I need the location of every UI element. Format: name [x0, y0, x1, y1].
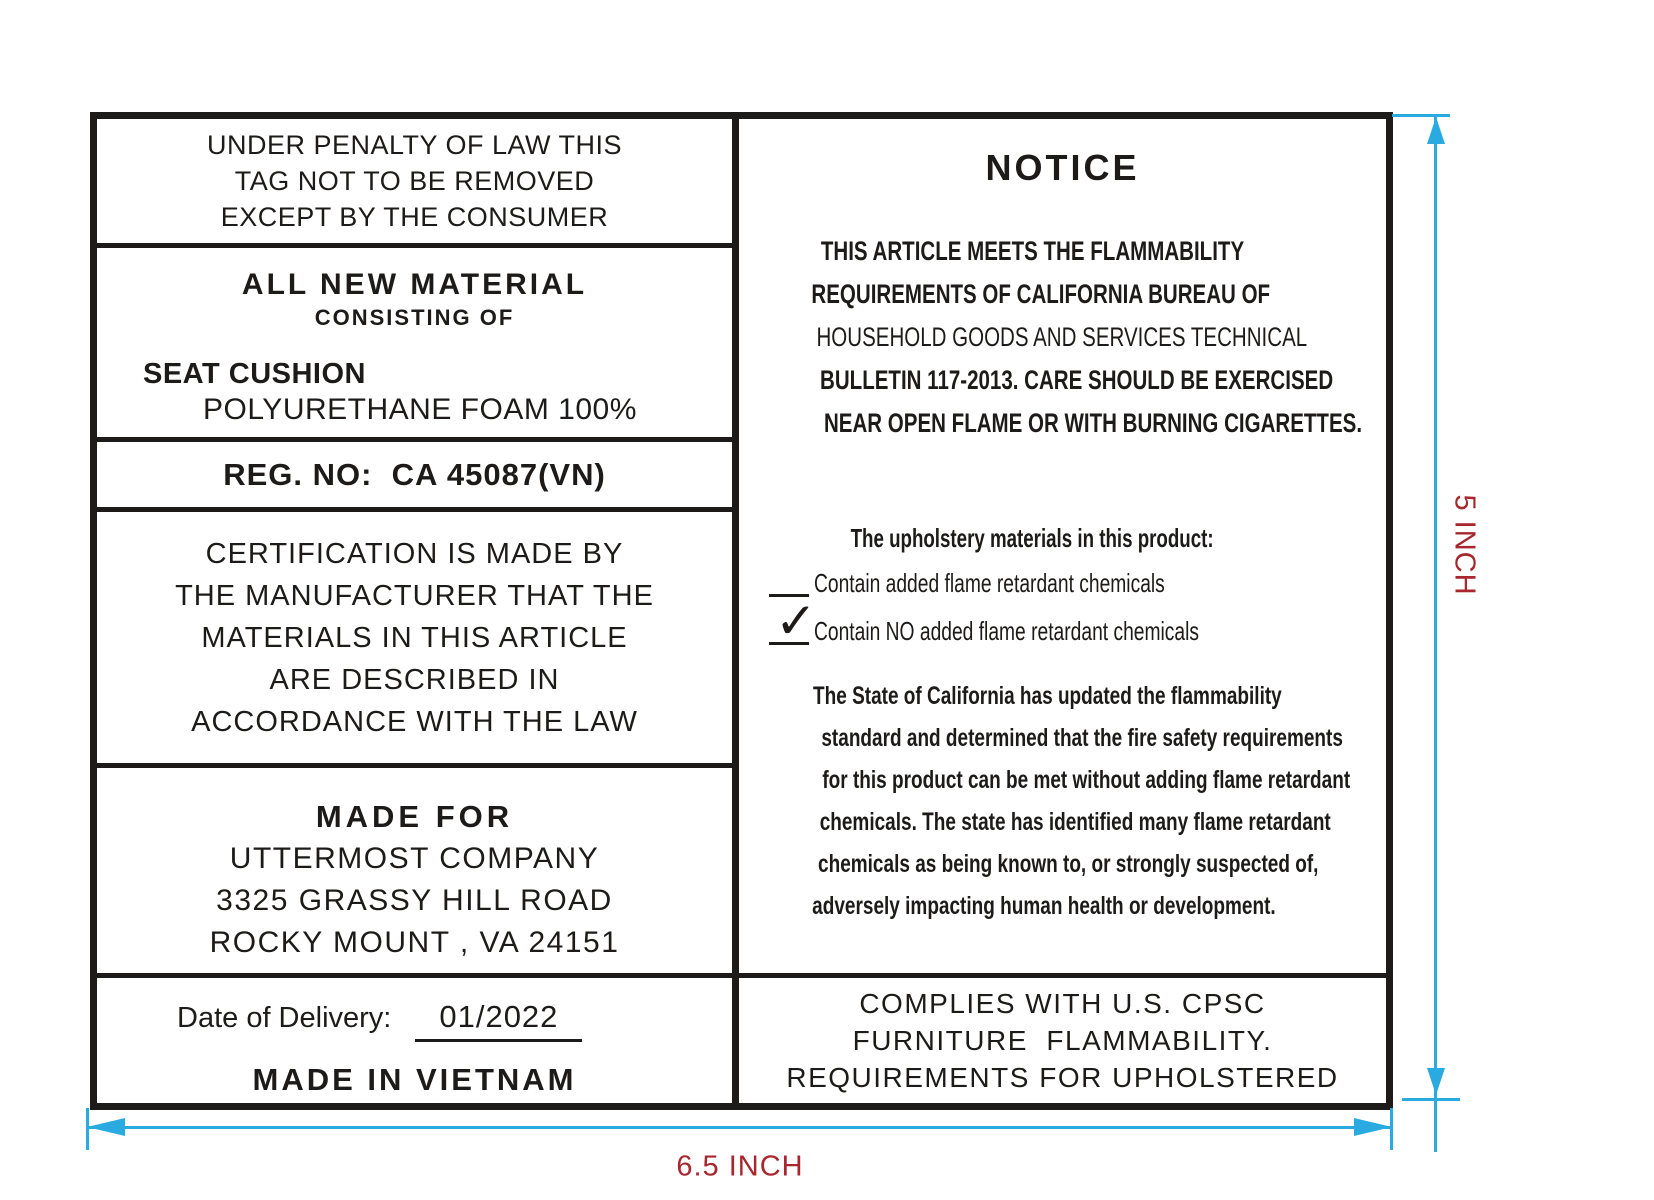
- column-divider: [732, 119, 739, 1103]
- state-paragraph: [739, 675, 1386, 927]
- certification-line: MATERIALS IN THIS ARTICLE: [201, 621, 628, 654]
- flammability-line: REQUIREMENTS OF CALIFORNIA BUREAU OF: [811, 279, 1271, 309]
- delivery-date-label: Date of Delivery:: [177, 1002, 392, 1034]
- material-composition: POLYURETHANE FOAM 100%: [203, 393, 637, 426]
- certification-line: CERTIFICATION IS MADE BY: [205, 537, 624, 570]
- registration-number: REG. NO: CA 45087(VN): [223, 456, 606, 492]
- penalty-section: [97, 119, 732, 243]
- arrow-up-icon: [1427, 117, 1445, 144]
- notice-title: NOTICE: [985, 147, 1140, 188]
- flammability-paragraph: [739, 230, 1386, 445]
- certification-line: THE MANUFACTURER THAT THE: [175, 579, 654, 612]
- dimension-tick: [1402, 1098, 1460, 1101]
- arrow-down-icon: [1427, 1068, 1445, 1095]
- delivery-date-value: 01/2022: [415, 997, 582, 1042]
- flammability-line: HOUSEHOLD GOODS AND SERVICES TECHNICAL: [816, 322, 1308, 352]
- material-item: SEAT CUSHION: [143, 358, 366, 390]
- vertical-dimension-line: [1434, 116, 1437, 1152]
- law-tag: [90, 112, 1393, 1110]
- height-dimension-label: 5 INCH: [1448, 494, 1481, 596]
- flammability-line: BULLETIN 117-2013. CARE SHOULD BE EXERCISED: [820, 365, 1334, 395]
- made-for-section: [97, 763, 732, 973]
- upholstery-option-unchecked: [739, 560, 1386, 606]
- left-column: [97, 119, 732, 1103]
- state-line: chemicals as being known to, or strongly suspected of,: [818, 850, 1319, 878]
- upholstery-heading-text: The upholstery materials in this product:: [850, 523, 1215, 553]
- delivery-section: [97, 973, 732, 1103]
- horizontal-dimension-line: [88, 1126, 1391, 1129]
- delivery-date-row: [97, 997, 732, 1042]
- state-line: standard and determined that the fire safety requirements: [821, 724, 1343, 752]
- right-column: [739, 119, 1386, 1103]
- state-line: The State of California has updated the flammability: [813, 682, 1282, 710]
- country-of-origin: MADE IN VIETNAM: [252, 1062, 577, 1097]
- state-line: for this product can be met without adding flame retardant: [822, 766, 1351, 794]
- penalty-line: UNDER PENALTY OF LAW THIS: [206, 130, 623, 160]
- certification-line: ARE DESCRIBED IN: [269, 663, 560, 696]
- certification-section: [97, 507, 732, 763]
- flammability-line: NEAR OPEN FLAME OR WITH BURNING CIGARETTES.: [823, 408, 1363, 438]
- dimension-tick: [86, 1108, 89, 1150]
- dimension-tick: [1392, 114, 1450, 117]
- state-line: chemicals. The state has identified many flame retardant: [819, 808, 1331, 836]
- compliance-section: [739, 973, 1386, 1103]
- width-dimension-label: 6.5 INCH: [676, 1150, 804, 1183]
- company-city: ROCKY MOUNT , VA 24151: [209, 926, 620, 959]
- state-line: adversely impacting human health or development.: [812, 892, 1276, 920]
- compliance-line: REQUIREMENTS FOR UPHOLSTERED: [786, 1062, 1339, 1093]
- upholstery-option-checked: [739, 593, 1386, 654]
- compliance-line: COMPLIES WITH U.S. CPSC: [859, 988, 1266, 1019]
- company-street: 3325 GRASSY HILL ROAD: [216, 884, 613, 917]
- company-name: UTTERMOST COMPANY: [229, 842, 600, 875]
- made-for-title: MADE FOR: [315, 799, 514, 834]
- material-subtitle: CONSISTING OF: [314, 305, 515, 330]
- penalty-line: TAG NOT TO BE REMOVED: [234, 166, 595, 196]
- checkmark-icon: ✓: [775, 593, 817, 649]
- upholstery-option-label: Contain NO added flame retardant chemicals: [814, 616, 1200, 646]
- notice-section: [739, 119, 1386, 973]
- material-section: [97, 243, 732, 437]
- registration-section: [97, 437, 732, 507]
- upholstery-option-label: Contain added flame retardant chemicals: [814, 568, 1165, 598]
- compliance-line: FURNITURE FLAMMABILITY.: [852, 1025, 1273, 1056]
- dimension-tick: [1390, 1108, 1393, 1150]
- certification-line: ACCORDANCE WITH THE LAW: [191, 705, 638, 738]
- arrow-right-icon: [1354, 1118, 1392, 1136]
- upholstery-heading: [739, 521, 1386, 555]
- material-title: ALL NEW MATERIAL: [241, 268, 588, 301]
- flammability-line: THIS ARTICLE MEETS THE FLAMMABILITY: [820, 236, 1245, 266]
- arrow-left-icon: [87, 1118, 125, 1136]
- penalty-line: EXCEPT BY THE CONSUMER: [220, 202, 609, 232]
